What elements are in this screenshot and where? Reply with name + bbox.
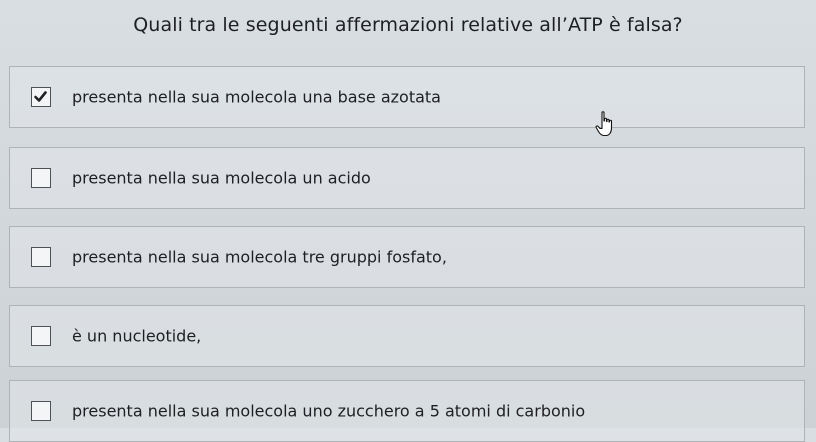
question-title: Quali tra le seguenti affermazioni relative all’ATP è falsa? (133, 14, 683, 36)
checkmark-icon (33, 89, 48, 104)
answer-option-5[interactable] (9, 380, 805, 442)
answer-option-label: presenta nella sua molecola tre gruppi fosfato, (72, 247, 447, 267)
checkbox[interactable] (31, 401, 51, 421)
answer-option-4[interactable] (9, 305, 805, 367)
answer-option-1[interactable] (9, 66, 805, 128)
answer-option-label: presenta nella sua molecola uno zucchero a 5 atomi di carbonio (72, 401, 586, 421)
answer-option-label: è un nucleotide, (72, 326, 202, 346)
answer-option-label: presenta nella sua molecola una base azotata (72, 87, 441, 107)
checkbox-checked[interactable] (31, 87, 51, 107)
answer-option-label: presenta nella sua molecola un acido (72, 168, 371, 188)
answer-option-3[interactable] (9, 226, 805, 288)
checkbox[interactable] (31, 247, 51, 267)
checkbox[interactable] (31, 326, 51, 346)
hand-pointer-icon (595, 111, 617, 137)
checkbox[interactable] (31, 168, 51, 188)
answer-option-2[interactable] (9, 147, 805, 209)
